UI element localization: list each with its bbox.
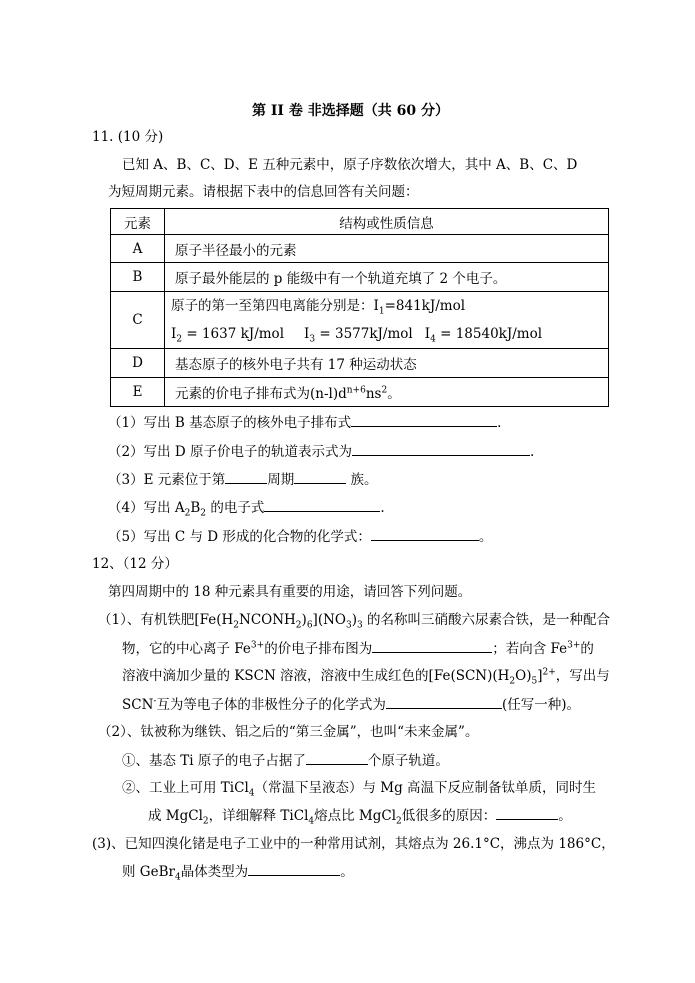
p1-l1-text: （1）、有机铁肥[Fe(H: [98, 612, 234, 628]
table-row: [111, 378, 609, 407]
p1-l3-post: ，写出与: [555, 668, 610, 684]
row-d-info: 基态原子的核外电子共有 17 种运动状态: [165, 349, 609, 378]
row-e-sup1: n+6: [346, 385, 366, 396]
q11-sub4-period: .: [380, 500, 385, 516]
q12-p3-line2: [122, 862, 354, 881]
q12-number: 12、（12 分）: [92, 556, 178, 572]
p2-l4-mid: 低很多的原因：: [401, 808, 497, 824]
row-e-end: 。: [387, 386, 401, 402]
i4-value: = 18540kJ/mol: [435, 326, 543, 342]
answer-blank[interactable]: [372, 639, 492, 653]
q12-p1-line4: [122, 695, 580, 714]
q11-sub5-period: 。: [478, 529, 493, 545]
q11-sub1-text: （1）写出 B 基态原子的核外电子排布式: [108, 415, 352, 431]
i2-label: I: [171, 326, 177, 342]
i2-sub: 2: [176, 334, 183, 345]
answer-blank[interactable]: [264, 498, 380, 512]
row-d-element: D: [111, 349, 165, 378]
p1-l3-sub: 2: [509, 676, 516, 687]
row-c-sub: 1: [378, 306, 385, 317]
p2-l4-sub: 2: [396, 816, 402, 827]
q11-sub3-text-a: （3）E 元素位于第: [108, 472, 226, 488]
p1-l3-sup: 2+: [542, 667, 556, 678]
q11-sub4-mid: B: [190, 500, 201, 516]
p1-l3-sub: 5: [531, 676, 538, 687]
answer-blank[interactable]: [351, 413, 497, 427]
q11-number: 11. (10 分): [92, 129, 164, 145]
q11-sub5-text: （5）写出 C 与 D 形成的化合物的化学式：: [108, 529, 371, 545]
p1-l1-mid: ](NO: [312, 612, 346, 628]
q11-sub4: [108, 498, 385, 517]
p1-l3-mid: O): [515, 668, 532, 684]
answer-blank[interactable]: [496, 806, 558, 820]
answer-blank[interactable]: [248, 862, 340, 876]
p1-l4-sup: -: [153, 696, 157, 707]
q12-p2-line4: [148, 806, 572, 825]
section-title: 第 II 卷 非选择题（共 60 分）: [252, 103, 449, 119]
header-element: 元素: [111, 209, 165, 235]
i4-sub: 4: [430, 334, 436, 345]
q11-intro-line2: 为短周期元素。请根据下表中的信息回答有关问题：: [108, 184, 419, 200]
q12-p2-line1: （2）、钛被称为继铁、铝之后的“第三金属”，也叫“未来金属”。: [98, 724, 479, 740]
element-info-table: [110, 208, 609, 407]
row-c-line1-value: =841kJ/mol: [384, 298, 466, 314]
p2-l4-post: 。: [558, 808, 572, 824]
p1-l1-sub: 3: [356, 620, 363, 631]
p2-l4-mid: ，详细解释 TiCl: [208, 808, 309, 824]
p1-l1-sub: 2: [233, 620, 239, 631]
row-e-element: E: [111, 378, 165, 407]
p1-l2-mid: 的价电子排布图为: [264, 641, 373, 657]
p3-l2-mid: 晶体类型为: [180, 864, 249, 880]
q11-sub4-text: （4）写出 A: [108, 500, 185, 516]
p1-l1-mid: ): [301, 612, 307, 628]
p2-l3-post: （常温下呈液态）与 Mg 高温下反应制备钛单质，同时生: [254, 780, 597, 796]
answer-blank[interactable]: [371, 527, 479, 541]
answer-blank[interactable]: [306, 751, 368, 765]
table-header-row: [111, 209, 609, 235]
answer-blank[interactable]: [294, 470, 346, 484]
p3-l2-text: 则 GeBr: [122, 864, 175, 880]
i2-value: = 1637 kJ/mol: [182, 326, 285, 342]
q11-sub4-sub1: 2: [184, 508, 191, 519]
row-c-line1-text: 原子的第一至第四电离能分别是：I: [171, 298, 379, 314]
table-row: [111, 235, 609, 263]
q11-sub4-sub2: 2: [200, 508, 207, 519]
row-b-element: B: [111, 263, 165, 292]
header-info: 结构或性质信息: [165, 209, 609, 235]
p1-l1-sub: 6: [306, 620, 313, 631]
q12-intro: 第四周期中的 18 种元素具有重要的用途，请回答下列问题。: [108, 584, 472, 600]
p1-l2-post: ；若向含 Fe: [492, 641, 568, 657]
p2-l4-mid: 熔点比 MgCl: [314, 808, 397, 824]
p2-l3-sub: 4: [248, 788, 255, 799]
p2-l4-text: 成 MgCl: [148, 808, 203, 824]
q12-p2-line3: [122, 779, 596, 797]
p1-l3-mid: ]: [537, 668, 543, 684]
q11-sub1: [108, 413, 501, 432]
p1-l4-text: SCN: [122, 697, 154, 713]
p3-l2-post: 。: [340, 864, 354, 880]
p1-l1-mid: NCONH: [239, 612, 296, 628]
row-c-line1: [171, 292, 608, 320]
q12-p2-line2: [122, 751, 449, 770]
p1-l1-sub: 3: [345, 620, 352, 631]
p2-l4-sub: 2: [202, 816, 209, 827]
table-row: [111, 263, 609, 292]
p2-l3-text: ②、工业上可用 TiCl: [122, 780, 249, 796]
q11-sub4-post: 的电子式: [206, 500, 265, 516]
row-a-element: A: [111, 235, 165, 263]
q11-sub1-period: .: [497, 415, 502, 431]
q12-p1-line3: [122, 667, 610, 685]
i3-sub: 3: [309, 334, 316, 345]
q11-sub2-period: .: [530, 444, 535, 460]
p1-l3-text: 溶液中滴加少量的 KSCN 溶液，溶液中生成红色的[Fe(SCN)(H: [122, 668, 510, 684]
p1-l1-post: 的名称叫三硝酸六尿素合铁，是一种配合: [362, 612, 611, 628]
q11-sub3-text-c: 族。: [346, 472, 378, 488]
p1-l2-sup2: 3+: [567, 640, 581, 651]
p3-l2-sub: 4: [174, 872, 181, 883]
p1-l2-sup: 3+: [250, 640, 265, 651]
q11-sub5: [108, 527, 492, 546]
row-c-info: [165, 292, 609, 349]
p1-l2-end: 的: [580, 641, 594, 657]
p1-l4-mid: 互为等电子体的非极性分子的化学式为: [156, 697, 386, 713]
q11-intro-line1: 已知 A、B、C、D、E 五种元素中，原子序数依次增大，其中 A、B、C、D: [122, 157, 578, 173]
row-a-info: 原子半径最小的元素: [165, 235, 609, 263]
q11-sub3-text-b: 周期: [267, 472, 295, 488]
p1-l1-mid: ): [351, 612, 357, 628]
p2-l2-post: 个原子轨道。: [367, 753, 449, 769]
row-e-sup2: 2: [381, 385, 388, 396]
answer-blank[interactable]: [352, 442, 530, 456]
p2-l4-sub: 4: [308, 816, 315, 827]
p2-l2-text: ①、基态 Ti 原子的电子占据了: [122, 753, 306, 769]
row-c-line2: [171, 320, 608, 348]
row-c-element: C: [111, 292, 165, 349]
i3-value: = 3577kJ/mol: [315, 326, 413, 342]
table-row: [111, 292, 609, 349]
p1-l1-sub: 2: [295, 620, 302, 631]
q12-p1-line2: [122, 639, 594, 658]
p1-l4-post: (任写一种)。: [501, 697, 580, 713]
i3-label: I: [304, 326, 310, 342]
q12-p1-line1: [98, 611, 610, 629]
row-b-info: 原子最外能层的 p 能级中有一个轨道充填了 2 个电子。: [165, 263, 609, 292]
q11-sub2: [108, 442, 534, 461]
row-e-text: 元素的价电子排布式为(n-l)d: [175, 386, 347, 402]
table-row: [111, 349, 609, 378]
answer-blank[interactable]: [225, 470, 267, 484]
p1-l2-text: 物，它的中心离子 Fe: [122, 641, 251, 657]
q12-p3-line1: (3)、已知四溴化锗是电子工业中的一种常用试剂，其熔点为 26.1°C，沸点为 186°C，: [92, 836, 615, 852]
i4-label: I: [424, 326, 431, 342]
q11-sub3: [108, 470, 378, 489]
answer-blank[interactable]: [386, 695, 502, 709]
row-e-info: [165, 378, 609, 407]
row-e-ns: ns: [365, 386, 382, 402]
q11-sub2-text: （2）写出 D 原子价电子的轨道表示式为: [108, 444, 352, 460]
